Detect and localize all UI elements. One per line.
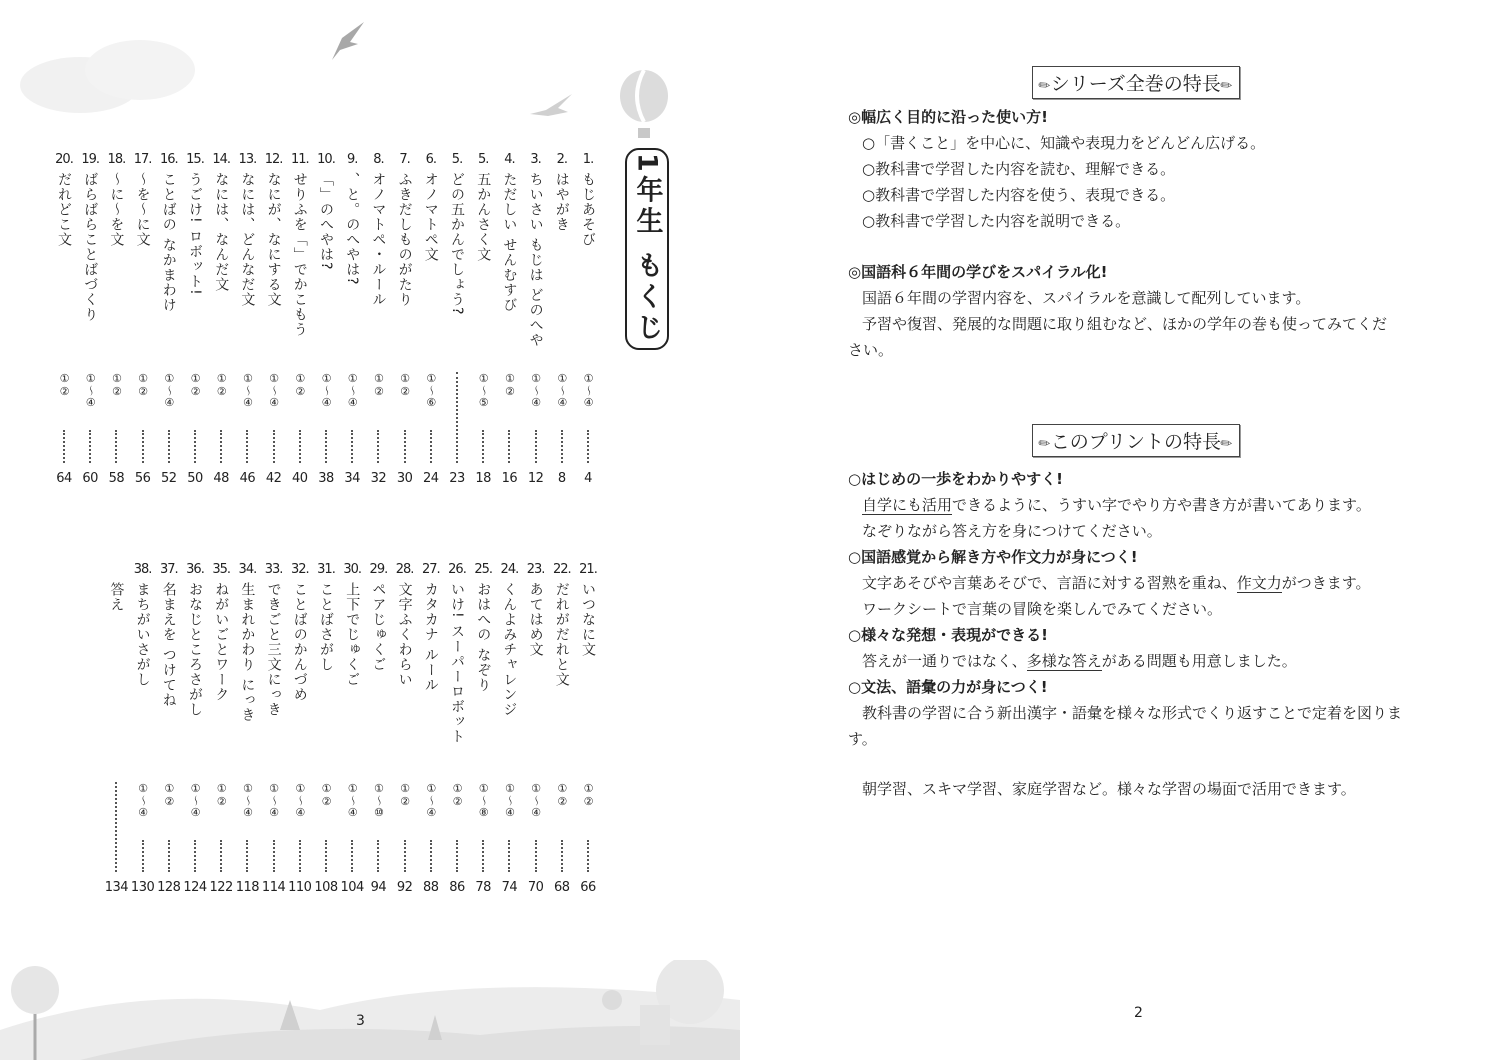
toc-page: 114	[261, 880, 286, 895]
toc-leader	[430, 430, 432, 463]
underlined-text: 多様な答え	[1026, 652, 1102, 670]
toc-page: 88	[423, 880, 439, 895]
toc-page: 56	[134, 471, 151, 486]
toc-entry	[365, 562, 391, 900]
toc-entry	[523, 152, 549, 491]
toc-title: いけ! スーパーロボット	[449, 582, 465, 745]
toc-leader	[220, 840, 222, 872]
toc-leader	[482, 840, 484, 872]
right-page	[740, 0, 1500, 1060]
toc-page: 86	[449, 880, 465, 895]
bullet-line: ○「書くこと」を中心に、知識や表現力をどんどん広げる。	[862, 134, 1266, 152]
toc-title: どの五かんでしょう?	[449, 172, 465, 316]
toc-entry	[261, 152, 287, 491]
toc-entry	[234, 562, 260, 900]
toc-range: ①〜④	[136, 782, 150, 819]
toc-number: 22.	[552, 562, 571, 577]
toc-page: 34	[344, 471, 360, 486]
toc-number: 34.	[238, 562, 257, 577]
toc-range: ①②	[555, 782, 569, 808]
toc-number: 11.	[290, 152, 309, 167]
toc-number: 28.	[395, 562, 414, 577]
toc-page: 128	[157, 880, 181, 895]
toc-leader	[456, 372, 458, 463]
toc-leader	[377, 430, 379, 463]
heading-text: このプリントの特長	[1050, 431, 1221, 453]
toc-range: ①②	[503, 372, 517, 398]
toc-title: なにが、なにする文	[265, 172, 282, 307]
text-span: がつきます。	[1281, 574, 1371, 592]
bullet-line: ○教科書で学習した内容を説明できる。	[862, 212, 1131, 230]
print-features-heading	[1032, 424, 1240, 457]
landscape-decoration	[0, 960, 740, 1060]
toc-range: ①②	[58, 372, 71, 398]
paragraph-line: 教科書の学習に合う新出漢字・語彙を様々な形式でくり返すことで定着を図りま	[862, 704, 1403, 722]
pencil-icon: ✎	[1217, 434, 1237, 454]
toc-range: ①〜④	[529, 372, 543, 409]
toc-title: 「」のへやは?	[318, 172, 334, 271]
toc-title: いつなに文	[580, 582, 596, 657]
toc-entry	[418, 562, 444, 900]
toc-page: 108	[314, 880, 338, 895]
toc-number: 32.	[290, 562, 309, 577]
toc-leader	[194, 840, 196, 872]
pencil-icon: ✎	[1035, 76, 1055, 96]
toc-range: ①〜④	[162, 372, 176, 409]
toc-range: ①②	[582, 782, 595, 808]
toc-title: ことばのかんづめ	[291, 582, 308, 702]
toc-page: 134	[104, 880, 129, 895]
toc-leader	[325, 840, 327, 872]
toc-number: 18.	[107, 152, 126, 167]
toc-leader	[325, 430, 327, 463]
toc-range: ①〜④	[320, 372, 333, 409]
toc-number: 7.	[399, 152, 410, 167]
toc-leader	[351, 430, 353, 463]
toc-range: ①②	[110, 372, 124, 398]
toc-number: 27.	[421, 562, 440, 577]
toc-range: ①②	[320, 782, 333, 808]
underlined-text: 作文力	[1236, 574, 1282, 592]
toc-page: 42	[265, 471, 282, 486]
toc-page: 130	[130, 880, 155, 895]
toc-entry	[496, 562, 522, 900]
toc-range: ①〜④	[346, 372, 360, 409]
toc-entry	[523, 562, 549, 900]
toc-title: 、と。のへやは?	[344, 172, 361, 286]
toc-number: 19.	[81, 152, 100, 167]
paragraph-line: さい。	[848, 341, 894, 359]
toc-range: ①〜④	[241, 372, 255, 409]
toc-title-box	[625, 148, 669, 350]
bird-icon	[528, 92, 574, 122]
toc-leader	[246, 430, 248, 463]
toc-range: ①②	[215, 372, 229, 398]
toc-page: 60	[82, 471, 98, 486]
toc-page: 74	[501, 880, 518, 895]
toc-range: ①②	[293, 372, 307, 398]
toc-leader	[63, 430, 65, 463]
toc-range: ①〜④	[346, 782, 360, 819]
toc-entry	[234, 152, 260, 491]
toc-range: ①②	[189, 372, 202, 398]
toc-title: おなじところさがし	[187, 582, 203, 717]
toc-entry	[182, 152, 208, 491]
toc-leader	[273, 430, 275, 463]
toc-title: おはへの なぞり	[475, 582, 492, 693]
page-number: 2	[1134, 1005, 1143, 1021]
toc-title: はやがき	[553, 172, 570, 232]
toc-number: 8.	[373, 152, 384, 167]
series-features-heading	[1032, 66, 1240, 99]
toc-leader	[142, 840, 144, 872]
toc-title: ことばさがし	[318, 582, 334, 672]
toc-page: 16	[501, 471, 518, 486]
toc-range: ①〜⑧	[477, 782, 491, 819]
toc-title: せりふを「」でかこもう	[291, 172, 308, 337]
text-span: 答えが一通りではなく、	[862, 652, 1027, 670]
toc-title: まちがいさがし	[134, 582, 151, 687]
toc-leader	[404, 430, 406, 463]
toc-page: 70	[527, 880, 544, 895]
toc-title: カタカナ ルール	[422, 582, 439, 693]
pencil-icon: ✎	[1035, 434, 1055, 454]
toc-page: 58	[108, 471, 125, 486]
toc-leader	[482, 430, 484, 463]
toc-number: 31.	[317, 562, 335, 577]
toc-number: 6.	[425, 152, 436, 167]
toc-leader	[168, 840, 170, 872]
toc-number: 25.	[474, 562, 493, 577]
toc-number: 9.	[346, 152, 358, 167]
toc-title: だれどこ文	[56, 172, 72, 247]
paragraph-line	[862, 570, 1371, 596]
toc-page: 64	[56, 471, 72, 486]
toc-entry	[418, 152, 444, 491]
toc-range: ①〜④	[267, 372, 281, 409]
toc-leader	[273, 840, 275, 872]
toc-leader	[299, 430, 301, 463]
toc-title: 上下でじゅくご	[344, 582, 361, 687]
toc-number: 14.	[212, 152, 231, 167]
toc-range: ①〜④	[529, 782, 543, 819]
toc-entry	[287, 152, 313, 491]
toc-page: 110	[288, 880, 312, 895]
toc-title: あてはめ文	[527, 582, 544, 657]
toc-page: 46	[239, 471, 256, 486]
toc-number: 20.	[55, 152, 73, 167]
toc-title: なには、どんなだ文	[239, 172, 256, 307]
toc-title: だれがだれと文	[553, 582, 570, 687]
toc-page: 92	[396, 880, 413, 895]
toc-number: 1.	[582, 152, 594, 167]
toc-number: 35.	[212, 562, 231, 577]
toc-number: 24.	[500, 562, 519, 577]
toc-leader	[115, 430, 117, 463]
toc-entry	[496, 152, 522, 491]
heading-text: シリーズ全巻の特長	[1050, 73, 1221, 95]
bullet-line: ○教科書で学習した内容を読む、理解できる。	[862, 160, 1176, 178]
toc-entry	[156, 152, 182, 491]
toc-page: 52	[161, 471, 177, 486]
toc-number: 4.	[504, 152, 515, 167]
toc-leader	[535, 840, 537, 872]
toc-number: 16.	[159, 152, 178, 167]
toc-number: 33.	[264, 562, 283, 577]
toc-leader	[194, 430, 196, 463]
text-span: できるように、うすい字でやり方や書き方が書いてあります。	[952, 496, 1371, 514]
toc-title: 名まえを つけてね	[160, 582, 177, 708]
toc-range: ①〜④	[267, 782, 281, 819]
toc-page: 4	[584, 471, 592, 486]
toc-entry	[130, 562, 156, 900]
toc-range: ①②	[451, 782, 464, 808]
toc-range: ①〜④	[84, 372, 98, 409]
toc-page: 50	[187, 471, 203, 486]
toc-leader	[89, 430, 91, 463]
underlined-text: 自学にも活用	[862, 496, 953, 514]
toc-range: ①〜④	[189, 782, 202, 819]
toc-leader	[246, 840, 248, 872]
toc-leader	[587, 840, 589, 872]
toc-leader	[587, 430, 589, 463]
paragraph-line: 国語６年間の学習内容を、スパイラルを意識して配列しています。	[862, 289, 1311, 307]
bullet-line: ○教科書で学習した内容を使う、表現できる。	[862, 186, 1176, 204]
toc-range: ①②	[398, 782, 412, 808]
toc-leader	[299, 840, 301, 872]
toc-title: ふきだしものがたり	[396, 172, 413, 307]
toc-page: 94	[370, 880, 387, 895]
toc-title: ただしい せんむすび	[501, 172, 518, 313]
toc-range: ①②	[398, 372, 412, 398]
toc-range: ①〜⑩	[372, 782, 386, 819]
page-number: 3	[356, 1013, 365, 1029]
toc-leader	[220, 430, 222, 463]
toc-title: 文字ふくわらい	[396, 582, 413, 687]
toc-page: 8	[557, 471, 566, 486]
toc-leader	[404, 840, 406, 872]
toc-entry	[575, 152, 601, 491]
toc-entry	[392, 562, 418, 900]
toc-page: 78	[475, 880, 491, 895]
toc-page: 124	[183, 880, 207, 895]
toc-leader	[508, 430, 510, 463]
balloon-icon	[618, 70, 670, 142]
text-span: 文字あそびや言葉あそびで、言語に対する習熟を重ね、	[862, 574, 1237, 592]
toc-entry	[261, 562, 287, 900]
toc-title: ペアじゅくご	[370, 582, 387, 672]
toc-number: 5.	[477, 152, 489, 167]
toc-entry	[77, 152, 103, 491]
toc-leader	[377, 840, 379, 872]
toc-range: ①②	[136, 372, 150, 398]
toc-number: 2.	[556, 152, 567, 167]
toc-entry	[549, 152, 575, 491]
toc-leader	[535, 430, 537, 463]
toc-number: 12.	[264, 152, 283, 167]
cloud-decoration	[20, 30, 220, 120]
toc-page: 104	[340, 880, 364, 895]
text-span: がある問題も用意しました。	[1101, 652, 1297, 670]
section-title: ◎国語科６年間の学びをスパイラル化!	[848, 263, 1108, 281]
toc-entry	[156, 562, 182, 900]
paragraph-line	[862, 648, 1297, 674]
section-title: ○様々な発想・表現ができる!	[848, 626, 1048, 644]
section-title: ○国語感覚から解き方や作文力が身につく!	[848, 548, 1138, 566]
pencil-icon: ✎	[1217, 76, 1237, 96]
toc-entry	[287, 562, 313, 900]
toc-range: ①〜④	[503, 782, 517, 819]
toc-number: 30.	[343, 562, 362, 577]
paragraph-line: 予習や復習、発展的な問題に取り組むなど、ほかの学年の巻も使ってみてくだ	[862, 315, 1388, 333]
toc-leader	[561, 430, 563, 463]
toc-number: 38.	[133, 562, 152, 577]
toc-title: 〜を〜に文	[134, 172, 151, 247]
toc-range: ①〜④	[241, 782, 255, 819]
toc-title: オノマトペ・ルール	[370, 172, 387, 307]
toc-range: ①②	[215, 782, 229, 808]
toc-title: なには、なんだ文	[213, 172, 230, 292]
footer-line: 朝学習、スキマ学習、家庭学習など。様々な学習の場面で活用できます。	[862, 780, 1356, 798]
toc-number: 23.	[526, 562, 545, 577]
toc-title: 五かんさく文	[475, 172, 492, 262]
toc-page: 40	[292, 471, 308, 486]
toc-leader	[561, 840, 563, 872]
toc-page: 18	[475, 471, 491, 486]
toc-title: オノマトペ文	[422, 172, 439, 262]
toc-title: できごと三文にっき	[265, 582, 282, 717]
toc-entry	[103, 152, 129, 491]
toc-page: 38	[318, 471, 334, 486]
toc-range: ①〜⑤	[477, 372, 491, 409]
toc-entry	[339, 152, 365, 491]
toc-title: うごけ! ロボット!	[187, 172, 203, 296]
toc-title: 答え	[108, 582, 125, 612]
toc-page: 122	[209, 880, 233, 895]
toc-range: ①〜④	[555, 372, 569, 409]
toc-leader	[142, 430, 144, 463]
toc-entry	[470, 152, 496, 491]
toc-entry	[182, 562, 208, 900]
section-title: ○文法、語彙の力が身につく!	[848, 678, 1048, 696]
toc-entry	[313, 152, 339, 491]
toc-number: 13.	[238, 152, 257, 167]
toc-leader	[351, 840, 353, 872]
toc-title: ちいさい もじは どのへや	[527, 172, 544, 348]
toc-page: 23	[449, 471, 465, 486]
toc-number: 15.	[186, 152, 204, 167]
toc-entry	[549, 562, 575, 900]
toc-page: 48	[213, 471, 229, 486]
toc-entry	[103, 562, 129, 900]
toc-entry	[365, 152, 391, 491]
section-title: ○はじめの一歩をわかりやすく!	[848, 470, 1063, 488]
toc-entry	[51, 152, 77, 491]
toc-page: 12	[527, 471, 544, 486]
toc-entry	[575, 562, 601, 900]
toc-leader	[115, 782, 117, 872]
toc-title: ことばの なかまわけ	[160, 172, 177, 313]
toc-entry	[444, 152, 470, 491]
toc-title: 生まれかわり にっき	[239, 582, 256, 723]
toc-title: 〜に〜を文	[108, 172, 125, 247]
paragraph-line: なぞりながら答え方を身につけてください。	[862, 522, 1162, 540]
toc-entry	[313, 562, 339, 900]
toc-leader	[456, 840, 458, 872]
toc-leader	[508, 840, 510, 872]
toc-title: もじあそび	[580, 172, 596, 247]
toc-number: 17.	[133, 152, 152, 167]
toc-page: 24	[423, 471, 439, 486]
toc-number: 29.	[369, 562, 388, 577]
toc-number: 26.	[448, 562, 466, 577]
toc-number: 3.	[530, 152, 541, 167]
paragraph-line	[862, 492, 1371, 518]
toc-number: 37.	[159, 562, 178, 577]
toc-entry	[339, 562, 365, 900]
toc-range: ①〜⑥	[424, 372, 438, 409]
toc-page: 30	[396, 471, 413, 486]
bird-icon	[328, 20, 368, 66]
toc-entry	[392, 152, 418, 491]
toc-page: 66	[580, 880, 596, 895]
toc-entry	[130, 152, 156, 491]
toc-page: 118	[235, 880, 260, 895]
left-page	[0, 0, 740, 1060]
toc-range: ①〜④	[424, 782, 438, 819]
toc-number: 5.	[451, 152, 463, 167]
toc-leader	[168, 430, 170, 463]
toc-range: ①〜④	[582, 372, 595, 409]
toc-title: ばらばらことばづくり	[82, 172, 99, 322]
section-title: ◎幅広く目的に沿った使い方!	[848, 108, 1048, 126]
toc-page: 32	[370, 471, 387, 486]
toc-range: ①〜④	[293, 782, 307, 819]
toc-entry	[444, 562, 470, 900]
toc-number: 21.	[579, 562, 597, 577]
paragraph-line: ワークシートで言葉の冒険を楽しんでみてください。	[862, 600, 1223, 618]
toc-entry	[208, 152, 234, 491]
toc-range: ①②	[372, 372, 386, 398]
toc-leader	[430, 840, 432, 872]
toc-title: くんよみチャレンジ	[501, 582, 518, 717]
toc-title: ねがいごとワーク	[213, 582, 230, 702]
toc-title: 1年生 もくじ	[631, 153, 663, 345]
paragraph-line: す。	[848, 730, 877, 748]
toc-page: 68	[554, 880, 570, 895]
toc-range: ①②	[162, 782, 176, 808]
toc-entry	[208, 562, 234, 900]
toc-entry	[470, 562, 496, 900]
toc-number: 10.	[317, 152, 335, 167]
toc-number: 36.	[186, 562, 204, 577]
